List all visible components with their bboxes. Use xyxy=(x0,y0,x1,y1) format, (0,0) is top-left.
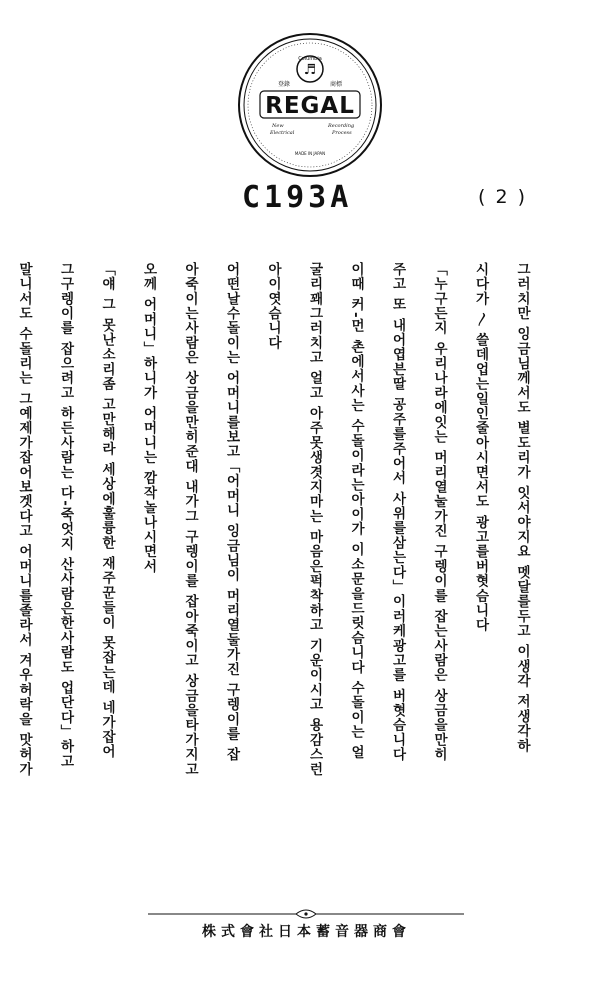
lyrics-line: 그구렝이를 잡으려고 하든사람는 다-죽엇지 산사람은한사람도 업단다」하고 xyxy=(57,262,74,769)
regal-record-label-logo xyxy=(236,31,384,179)
label-right-mark: 商標 xyxy=(329,81,343,88)
lyrics-line xyxy=(0,262,3,890)
label-top-text: Columbia xyxy=(298,56,322,62)
lyrics-line: 오께 어머니」하니가 어머니는 깜작놀나시면서 xyxy=(140,262,157,574)
lyrics-line: 굴리꽤그러치고 얼고 아주못생겻지마는 마음은퍽착하고 기운이시고 용감스런 xyxy=(306,262,323,777)
side-number: ( 2 ) xyxy=(478,186,527,208)
lyrics-line: 아이엿슴니다 xyxy=(265,262,281,351)
catalog-number: C193A xyxy=(242,180,353,215)
label-left-mark: 登錄 xyxy=(277,81,291,88)
label-left-caption-2: Electrical xyxy=(270,130,295,136)
lyrics-line: 「누구든지 우리나라에잇는 머리열눌가진 구렝이를 잡는사람은 상금을만히 xyxy=(431,262,447,762)
lyrics-line: 「얘 그 못난소리좀 고만해라 세상에훌륭한 재주꾼들이 못잡는데 네가잡어 xyxy=(99,262,115,759)
lyrics-line: 주고 또 내어엽븐딸 공주를주어서 사위를삼는다」이러케광고를 버혓슴니다 xyxy=(389,262,406,762)
lyrics-line: 아죽이는사람은 상금을만히준대 내가그 구렝이를 잡아죽이고 상금을타가지고 xyxy=(182,262,198,777)
label-left-caption-1: New xyxy=(272,123,284,129)
lyrics-line: 어떤날수돌이는 어머니를보고「어머니 잉금님이 머리열둘가진 구렝이를 잡 xyxy=(223,262,240,762)
label-brand: REGAL xyxy=(265,93,355,119)
publisher-footer: 株式會社日本蓄音器商會 xyxy=(202,924,411,940)
label-right-caption-1: Recording xyxy=(328,123,355,129)
lyrics-line: 시다가 〳 쓸데업는일인줄아시면서도 광고를버혓슴니다 xyxy=(472,262,489,633)
lyrics-line: 이때 커-먼 촌에서사는 수돌이라는아이가 이소문을드릿슴니다 수돌이는 얼 xyxy=(348,262,364,760)
lyrics-text-block xyxy=(16,262,542,890)
label-bottom-text: MADE IN JAPAN xyxy=(294,151,326,156)
svg-text:♬: ♬ xyxy=(303,62,317,78)
lyrics-line: 그러치만 잉금님께서도 별도리가 잇서야지요 멧달를두고 이생각 저생각하 xyxy=(514,262,530,754)
lyrics-line: 말니서도 수돌리는 그예제가잡어보겟다고 어머니를졸라서 겨우허락을 맛허가 xyxy=(16,262,32,777)
label-right-caption-2: Process xyxy=(332,130,352,136)
footer-ornamental-rule xyxy=(148,906,464,922)
